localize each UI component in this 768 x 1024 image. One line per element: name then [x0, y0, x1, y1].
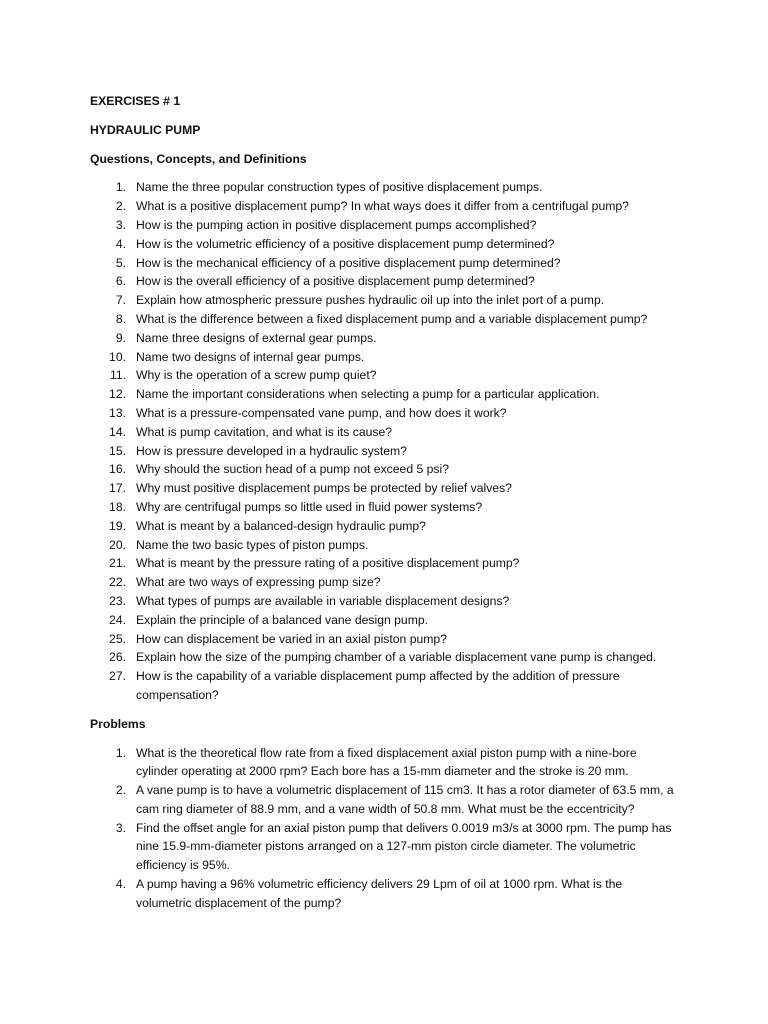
question-item — [90, 517, 680, 536]
question-item-number-text: 1. — [115, 180, 126, 195]
question-item-number — [90, 498, 136, 517]
question-item-number — [90, 554, 136, 573]
question-item-number — [90, 291, 136, 310]
question-item-text: How is the mechanical efficiency of a positive displacement pump determined? — [136, 255, 561, 270]
question-item — [90, 291, 680, 310]
question-item-text: How is the capability of a variable displacement pump affected by the addition of pressure compensation? — [136, 669, 620, 702]
problem-item-number — [90, 819, 136, 838]
question-item — [90, 216, 680, 235]
question-item-number-text: 27. — [109, 669, 126, 684]
question-item-text: How can displacement be varied in an axial piston pump? — [136, 631, 447, 646]
question-item-number-text: 10. — [109, 349, 126, 364]
question-item-number-text: 2. — [115, 199, 126, 214]
question-item-text: How is pressure developed in a hydraulic system? — [136, 443, 407, 458]
question-item-number-text: 12. — [109, 387, 126, 402]
problem-item-number — [90, 875, 136, 894]
question-item-text: Explain the principle of a balanced vane design pump. — [136, 612, 429, 627]
question-item-number — [90, 310, 136, 329]
problem-item-text: What is the theoretical flow rate from a fixed displacement axial piston pump with a nine-bore cylinder operating at 2000 rpm? Each bore has a 15-mm diameter and the stroke is 20 mm. — [136, 745, 637, 779]
question-item — [90, 554, 680, 573]
question-item-text: What is the difference between a fixed displacement pump and a variable displacement pump? — [136, 311, 648, 326]
question-item-text: Name three designs of external gear pumps. — [136, 330, 377, 345]
question-item-text: Name the three popular construction types of positive displacement pumps. — [136, 180, 543, 195]
question-item-text: What is a pressure-compensated vane pump, and how does it work? — [136, 405, 507, 420]
question-item-number — [90, 573, 136, 592]
question-item-number — [90, 178, 136, 197]
question-item-number — [90, 611, 136, 630]
question-item-number-text: 14. — [109, 424, 126, 439]
question-item-text: Why is the operation of a screw pump quiet? — [136, 368, 377, 383]
question-item — [90, 404, 680, 423]
question-item — [90, 498, 680, 517]
question-item-number-text: 26. — [109, 650, 126, 665]
question-item-text: Name the important considerations when selecting a pump for a particular application. — [136, 387, 600, 402]
question-item — [90, 536, 680, 555]
problems-list — [90, 744, 680, 913]
question-item — [90, 254, 680, 273]
problem-item — [90, 875, 680, 913]
question-item-number-text: 25. — [109, 631, 126, 646]
question-item-text: How is the overall efficiency of a positive displacement pump determined? — [136, 274, 535, 289]
question-item — [90, 348, 680, 367]
topic-title: HYDRAULIC PUMP — [90, 122, 201, 137]
question-item-number-text: 5. — [115, 255, 126, 270]
question-item — [90, 460, 680, 479]
question-item — [90, 630, 680, 649]
question-item-text: Explain how atmospheric pressure pushes hydraulic oil up into the inlet port of a pump. — [136, 293, 605, 308]
question-item-number-text: 18. — [109, 499, 126, 514]
question-item-number — [90, 348, 136, 367]
question-item — [90, 592, 680, 611]
question-item-text: Name two designs of internal gear pumps. — [136, 349, 365, 364]
question-item-number — [90, 404, 136, 423]
question-item-text: What is a positive displacement pump? In what ways does it differ from a centrifugal pump? — [136, 199, 629, 214]
question-item-number — [90, 254, 136, 273]
question-item-number-text: 3. — [115, 217, 126, 232]
problem-item-text: A pump having a 96% volumetric efficiency delivers 29 Lpm of oil at 1000 rpm. What is the volumetric displacement of the pump? — [136, 877, 623, 910]
question-item-number — [90, 423, 136, 442]
question-item-text: Why should the suction head of a pump not exceed 5 psi? — [136, 462, 450, 477]
problem-item-number-text: 3. — [115, 820, 126, 835]
question-item-number-text: 19. — [109, 518, 126, 533]
question-item-number-text: 17. — [109, 481, 126, 496]
question-item — [90, 329, 680, 348]
problem-item — [90, 744, 680, 782]
question-item — [90, 310, 680, 329]
problem-item-number — [90, 744, 136, 763]
question-item-number-text: 7. — [115, 293, 126, 308]
question-item-text: Why are centrifugal pumps so little used in fluid power systems? — [136, 499, 483, 514]
question-item — [90, 235, 680, 254]
question-item — [90, 479, 680, 498]
question-item — [90, 178, 680, 197]
question-item-number-text: 13. — [109, 405, 126, 420]
question-item-number-text: 11. — [109, 368, 126, 383]
question-item-number — [90, 442, 136, 461]
question-item-text: Explain how the size of the pumping chamber of a variable displacement vane pump is changed. — [136, 650, 657, 665]
exercise-title: EXERCISES # 1 — [90, 94, 181, 108]
questions-list — [90, 178, 680, 704]
problem-item-number-text: 2. — [115, 783, 126, 798]
question-item-number-text: 6. — [115, 274, 126, 289]
question-item-text: What are two ways of expressing pump size? — [136, 575, 381, 590]
problem-item — [90, 781, 680, 819]
problem-item — [90, 819, 680, 875]
question-item — [90, 667, 680, 705]
questions-heading: Questions, Concepts, and Definitions — [90, 151, 307, 166]
question-item — [90, 611, 680, 630]
document-content — [90, 92, 680, 913]
question-item — [90, 366, 680, 385]
question-item-number — [90, 197, 136, 216]
question-item-number — [90, 216, 136, 235]
question-item — [90, 573, 680, 592]
question-item-number — [90, 630, 136, 649]
question-item-number — [90, 517, 136, 536]
question-item-number — [90, 272, 136, 291]
question-item-number — [90, 235, 136, 254]
question-item-number — [90, 329, 136, 348]
problem-item-text: Find the offset angle for an axial piston pump that delivers 0.0019 m3/s at 3000 rpm. The pump has nine 15.9-mm-diameter pistons arranged on a 127-mm piston circle diameter. The volumetric efficiency is 95%. — [136, 820, 672, 873]
question-item — [90, 423, 680, 442]
question-item-text: What types of pumps are available in variable displacement designs? — [136, 593, 510, 608]
question-item-number — [90, 479, 136, 498]
question-item-text: How is the pumping action in positive displacement pumps accomplished? — [136, 217, 537, 232]
question-item-number-text: 9. — [115, 330, 126, 345]
question-item-number-text: 24. — [109, 612, 126, 627]
question-item-text: What is pump cavitation, and what is its cause? — [136, 424, 393, 439]
question-item-number — [90, 366, 136, 385]
question-item-number-text: 4. — [115, 236, 126, 251]
question-item-text: What is meant by the pressure rating of a positive displacement pump? — [136, 556, 520, 571]
question-item-text: What is meant by a balanced-design hydraulic pump? — [136, 518, 426, 533]
question-item-number-text: 15. — [109, 443, 126, 458]
question-item-text: Why must positive displacement pumps be protected by relief valves? — [136, 481, 512, 496]
question-item-text: Name the two basic types of piston pumps. — [136, 537, 369, 552]
question-item-number — [90, 592, 136, 611]
question-item — [90, 385, 680, 404]
question-item-number-text: 22. — [109, 575, 126, 590]
question-item — [90, 197, 680, 216]
problem-item-number — [90, 781, 136, 800]
problem-item-text: A vane pump is to have a volumetric displacement of 115 cm3. It has a rotor diameter of 63.5 mm, a cam ring diameter of 88.9 mm, and a vane width of 50.8 mm. What must be the eccentricity? — [136, 783, 674, 816]
question-item — [90, 648, 680, 667]
problem-item-number-text: 1. — [115, 745, 126, 760]
question-item-number — [90, 648, 136, 667]
question-item-number — [90, 667, 136, 686]
problem-item-number-text: 4. — [115, 877, 126, 892]
question-item-number — [90, 385, 136, 404]
question-item-number-text: 21. — [109, 556, 126, 571]
question-item — [90, 442, 680, 461]
question-item-number — [90, 460, 136, 479]
question-item-number-text: 23. — [109, 593, 126, 608]
problems-heading: Problems — [90, 716, 146, 731]
question-item-number-text: 20. — [109, 537, 126, 552]
question-item — [90, 272, 680, 291]
question-item-number — [90, 536, 136, 555]
question-item-number-text: 8. — [115, 311, 126, 326]
question-item-text: How is the volumetric efficiency of a positive displacement pump determined? — [136, 236, 555, 251]
question-item-number-text: 16. — [109, 462, 126, 477]
